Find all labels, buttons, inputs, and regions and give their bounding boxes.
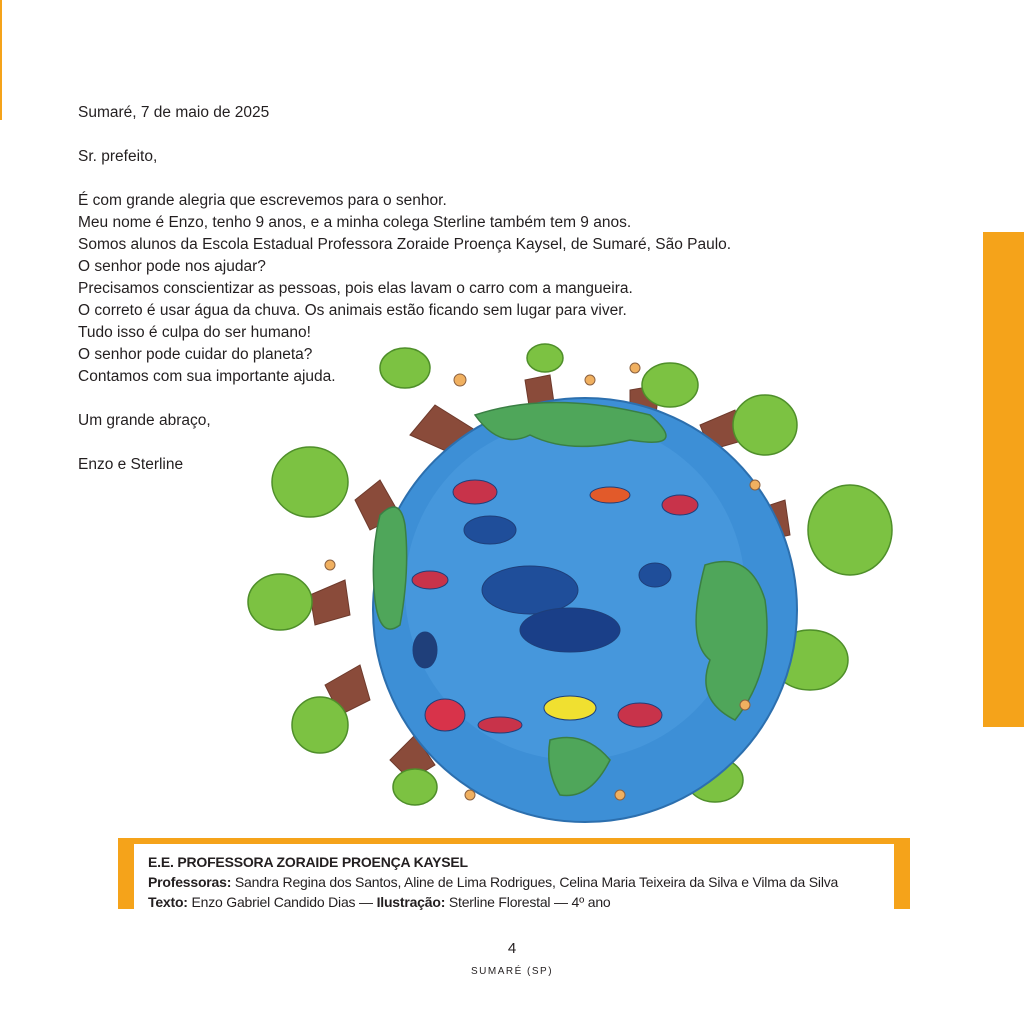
text-label: Texto:: [148, 894, 188, 910]
letter-salutation: Sr. prefeito,: [78, 148, 158, 165]
letter-line: Precisamos conscientizar as pessoas, pois elas lavam o carro com a mangueira.: [78, 280, 633, 297]
letter-closing: Um grande abraço,: [78, 412, 211, 429]
letter-line: É com grande alegria que escrevemos para o senhor.: [78, 192, 447, 209]
authors-line: [148, 892, 894, 912]
letter-line: O correto é usar água da chuva. Os animais estão ficando sem lugar para viver.: [78, 302, 627, 319]
letter-line: Contamos com sua importante ajuda.: [78, 368, 336, 385]
dash-separator: —: [359, 894, 373, 910]
teachers-line: [148, 872, 894, 892]
illustrator-name: Sterline Florestal: [448, 894, 551, 910]
letter-signature: Enzo e Sterline: [78, 456, 184, 473]
right-accent-tab: [983, 232, 1024, 727]
illustration-label: Ilustração:: [376, 894, 446, 910]
earth-drawing-illustration: [230, 340, 920, 825]
letter-line: Meu nome é Enzo, tenho 9 anos, e a minha colega Sterline também tem 9 anos.: [78, 214, 632, 231]
credits-box: [118, 838, 910, 909]
page-footer: SUMARÉ (SP): [470, 966, 554, 977]
letter-date: Sumaré, 7 de maio de 2025: [78, 104, 270, 121]
teachers-names: Sandra Regina dos Santos, Aline de Lima Rodrigues, Celina Maria Teixeira da Silva e Vilma da Silva: [234, 874, 839, 890]
school-name: E.E. PROFESSORA ZORAIDE PROENÇA KAYSEL: [148, 854, 468, 870]
teachers-label: Professoras:: [148, 874, 232, 890]
letter-line: Tudo isso é culpa do ser humano!: [78, 324, 311, 341]
letter-line: O senhor pode cuidar do planeta?: [78, 346, 313, 363]
dash-separator: —: [554, 894, 568, 910]
page-number: 4: [507, 940, 517, 957]
letter-line: Somos alunos da Escola Estadual Professora Zoraide Proença Kaysel, de Sumaré, São Paulo.: [78, 236, 732, 253]
text-author: Enzo Gabriel Candido Dias: [191, 894, 356, 910]
left-accent-rule: [0, 0, 2, 120]
letter-line: O senhor pode nos ajudar?: [78, 258, 266, 275]
grade: 4º ano: [571, 894, 611, 910]
